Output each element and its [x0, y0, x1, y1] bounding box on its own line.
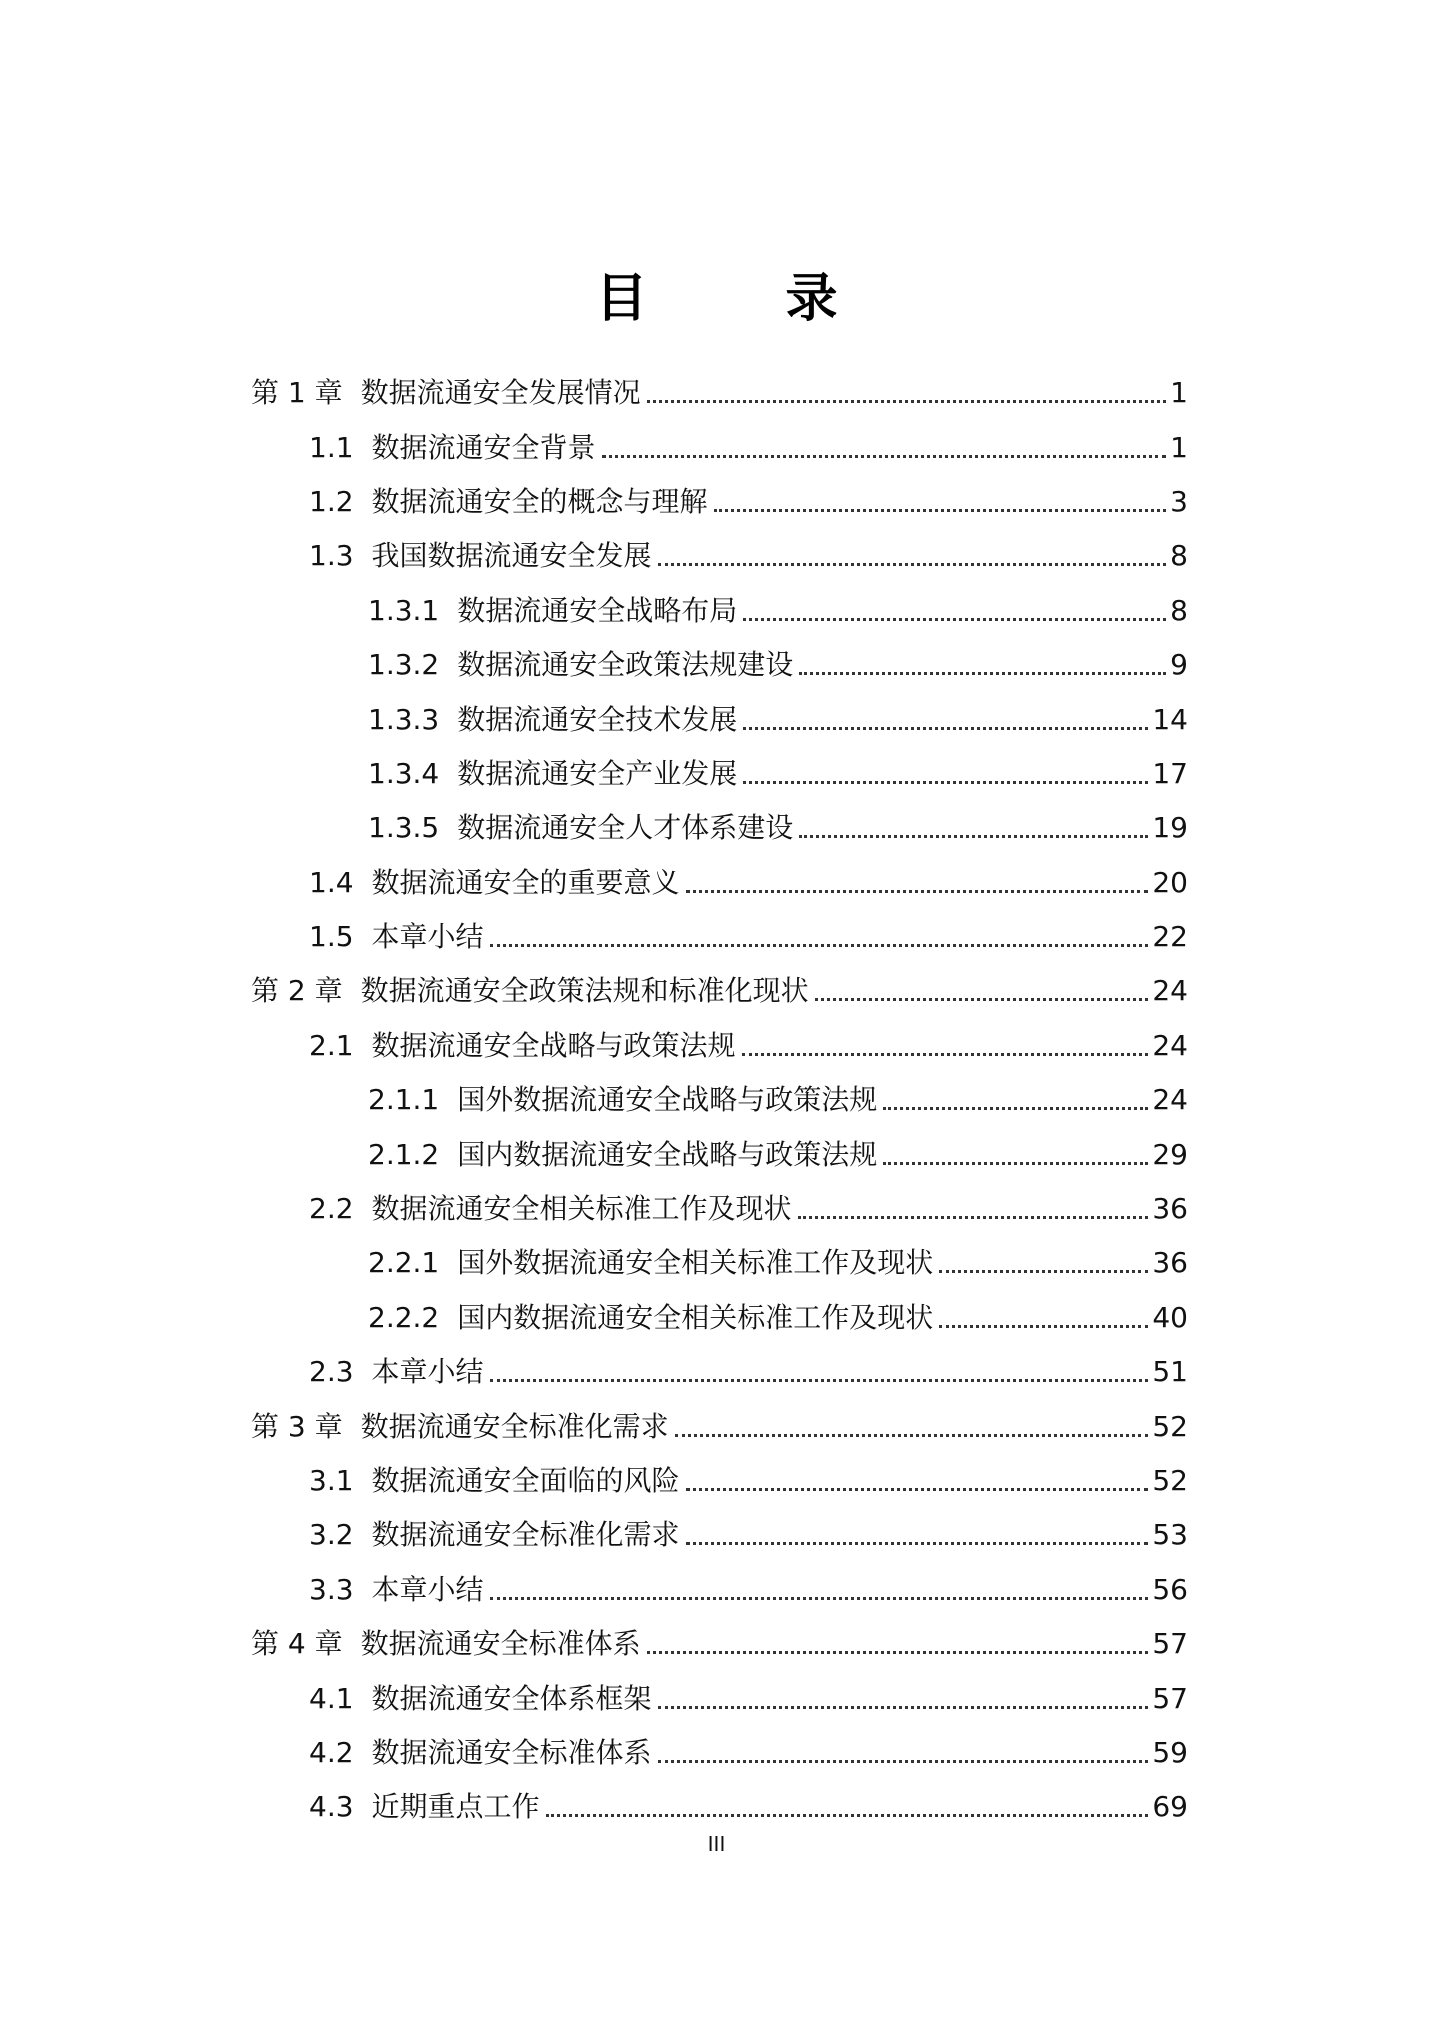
page-number: III — [707, 1832, 726, 1856]
toc-entry-title: 我国数据流通安全发展 — [371, 539, 652, 573]
table-of-contents — [0, 366, 1433, 1835]
dot-leader — [883, 1086, 1148, 1114]
toc-entry-level-2[interactable] — [0, 1019, 1188, 1073]
dot-leader — [743, 706, 1148, 734]
toc-entry-level-3[interactable] — [0, 747, 1188, 801]
toc-entry-title: 数据流通安全政策法规和标准化现状 — [360, 974, 809, 1008]
dot-leader — [602, 434, 1167, 462]
toc-entry-number: 2.1.2 — [368, 1137, 440, 1171]
toc-entry-page: 52 — [1152, 1464, 1188, 1497]
toc-entry-page: 56 — [1152, 1572, 1188, 1606]
toc-entry-title: 数据流通安全相关标准工作及现状 — [371, 1192, 792, 1226]
toc-entry-title: 数据流通安全背景 — [371, 430, 596, 464]
dot-leader — [799, 814, 1148, 842]
dot-leader — [742, 1032, 1149, 1060]
dot-leader — [647, 379, 1167, 407]
dot-leader — [546, 1793, 1149, 1821]
toc-entry-title: 数据流通安全标准体系 — [360, 1627, 641, 1661]
dot-leader — [799, 651, 1166, 679]
toc-entry-level-2[interactable] — [0, 529, 1188, 583]
toc-entry-title: 数据流通安全人才体系建设 — [457, 811, 794, 845]
toc-entry-page: 24 — [1152, 1028, 1188, 1062]
toc-entry-level-2[interactable] — [0, 1345, 1188, 1399]
toc-entry-level-2[interactable] — [0, 1454, 1188, 1508]
toc-entry-number: 第 3 章 — [251, 1409, 343, 1443]
toc-entry-title: 数据流通安全标准体系 — [371, 1735, 652, 1769]
dot-leader — [647, 1630, 1149, 1658]
toc-entry-title: 数据流通安全标准化需求 — [360, 1409, 669, 1443]
toc-entry-page: 22 — [1152, 920, 1188, 954]
toc-entry-number: 2.1 — [309, 1028, 354, 1062]
toc-entry-level-2[interactable] — [0, 910, 1188, 964]
dot-leader — [658, 542, 1167, 570]
toc-entry-page: 59 — [1152, 1735, 1188, 1769]
toc-entry-number: 第 4 章 — [251, 1627, 343, 1661]
toc-entry-number: 4.2 — [309, 1735, 354, 1769]
toc-entry-level-1[interactable] — [0, 964, 1188, 1018]
toc-entry-number: 3.3 — [309, 1572, 354, 1606]
toc-entry-number: 1.3.1 — [368, 593, 440, 627]
dot-leader — [939, 1304, 1148, 1332]
toc-entry-title: 数据流通安全政策法规建设 — [457, 648, 794, 682]
toc-entry-page: 1 — [1170, 430, 1188, 464]
toc-entry-number: 第 1 章 — [251, 376, 343, 410]
toc-entry-level-2[interactable] — [0, 1182, 1188, 1236]
toc-entry-level-2[interactable] — [0, 475, 1188, 529]
toc-entry-number: 2.2 — [309, 1192, 354, 1226]
toc-entry-title: 国内数据流通安全战略与政策法规 — [457, 1137, 878, 1171]
toc-entry-level-3[interactable] — [0, 1291, 1188, 1345]
toc-entry-level-2[interactable] — [0, 856, 1188, 910]
toc-entry-level-2[interactable] — [0, 1671, 1188, 1725]
toc-entry-number: 1.2 — [309, 484, 354, 518]
toc-entry-level-3[interactable] — [0, 1073, 1188, 1127]
toc-entry-number: 2.2.2 — [368, 1300, 440, 1334]
dot-leader — [686, 869, 1149, 897]
toc-entry-page: 24 — [1152, 974, 1188, 1008]
toc-entry-number: 第 2 章 — [251, 974, 343, 1008]
toc-entry-page: 36 — [1152, 1246, 1188, 1280]
toc-entry-page: 40 — [1152, 1300, 1188, 1334]
toc-entry-page: 8 — [1170, 593, 1188, 627]
dot-leader — [686, 1521, 1149, 1549]
toc-entry-level-2[interactable] — [0, 1726, 1188, 1780]
toc-entry-title: 数据流通安全面临的风险 — [371, 1464, 680, 1497]
toc-entry-title: 数据流通安全产业发展 — [457, 756, 738, 790]
toc-entry-number: 1.3.4 — [368, 756, 440, 790]
toc-entry-page: 20 — [1152, 865, 1188, 899]
toc-entry-title: 数据流通安全的概念与理解 — [371, 484, 708, 518]
toc-entry-level-3[interactable] — [0, 692, 1188, 746]
toc-entry-number: 1.3.3 — [368, 702, 440, 736]
toc-entry-number: 3.2 — [309, 1518, 354, 1552]
toc-entry-number: 2.1.1 — [368, 1083, 440, 1117]
toc-entry-number: 1.4 — [309, 865, 354, 899]
dot-leader — [658, 1685, 1149, 1713]
toc-entry-title: 本章小结 — [371, 1572, 484, 1606]
toc-entry-number: 4.3 — [309, 1790, 354, 1824]
dot-leader — [798, 1195, 1149, 1223]
toc-entry-page: 14 — [1152, 702, 1188, 736]
toc-entry-title: 数据流通安全的重要意义 — [371, 865, 680, 899]
dot-leader — [883, 1141, 1148, 1169]
toc-entry-title: 数据流通安全标准化需求 — [371, 1518, 680, 1552]
toc-entry-page: 3 — [1170, 484, 1188, 518]
toc-entry-level-3[interactable] — [0, 801, 1188, 855]
dot-leader — [743, 597, 1166, 625]
toc-entry-number: 1.3 — [309, 539, 354, 573]
dot-leader — [675, 1413, 1149, 1441]
toc-entry-level-2[interactable] — [0, 420, 1188, 474]
toc-entry-level-3[interactable] — [0, 1127, 1188, 1181]
toc-entry-title: 近期重点工作 — [371, 1790, 540, 1824]
toc-entry-page: 17 — [1152, 756, 1188, 790]
dot-leader — [658, 1739, 1149, 1767]
toc-entry-level-3[interactable] — [0, 584, 1188, 638]
toc-entry-level-2[interactable] — [0, 1508, 1188, 1562]
toc-entry-page: 51 — [1152, 1355, 1188, 1389]
toc-entry-page: 8 — [1170, 539, 1188, 573]
toc-entry-level-3[interactable] — [0, 1236, 1188, 1290]
toc-entry-page: 1 — [1170, 376, 1188, 410]
toc-entry-level-2[interactable] — [0, 1563, 1188, 1617]
toc-entry-page: 24 — [1152, 1083, 1188, 1117]
dot-leader — [939, 1249, 1148, 1277]
toc-entry-page: 53 — [1152, 1518, 1188, 1552]
toc-entry-number: 3.1 — [309, 1464, 354, 1497]
toc-entry-title: 数据流通安全技术发展 — [457, 702, 738, 736]
toc-entry-number: 1.5 — [309, 920, 354, 954]
toc-entry-title: 数据流通安全体系框架 — [371, 1681, 652, 1715]
toc-entry-title: 本章小结 — [371, 1355, 484, 1389]
dot-leader — [686, 1467, 1149, 1495]
toc-entry-title: 本章小结 — [371, 920, 484, 954]
toc-entry-title: 数据流通安全战略与政策法规 — [371, 1028, 736, 1062]
toc-entry-level-1[interactable] — [0, 1617, 1188, 1671]
toc-entry-number: 2.2.1 — [368, 1246, 440, 1280]
dot-leader — [714, 488, 1167, 516]
toc-entry-number: 1.3.5 — [368, 811, 440, 845]
dot-leader — [743, 760, 1148, 788]
dot-leader — [490, 923, 1149, 951]
toc-entry-title: 数据流通安全发展情况 — [360, 376, 641, 410]
toc-entry-title: 国外数据流通安全相关标准工作及现状 — [457, 1246, 934, 1280]
dot-leader — [490, 1358, 1149, 1386]
toc-entry-level-2[interactable] — [0, 1780, 1188, 1834]
page-title: 目 录 — [595, 268, 898, 329]
toc-entry-title: 数据流通安全战略布局 — [457, 593, 738, 627]
toc-entry-page: 57 — [1152, 1681, 1188, 1715]
toc-entry-page: 29 — [1152, 1137, 1188, 1171]
toc-entry-level-1[interactable] — [0, 366, 1188, 420]
toc-entry-number: 1.3.2 — [368, 648, 440, 682]
toc-entry-number: 2.3 — [309, 1355, 354, 1389]
toc-entry-page: 57 — [1152, 1627, 1188, 1661]
toc-entry-page: 69 — [1152, 1790, 1188, 1824]
toc-entry-page: 19 — [1152, 811, 1188, 845]
toc-entry-page: 9 — [1170, 648, 1188, 682]
dot-leader — [815, 977, 1149, 1005]
toc-entry-page: 36 — [1152, 1192, 1188, 1226]
toc-entry-level-1[interactable] — [0, 1399, 1188, 1453]
toc-entry-number: 1.1 — [309, 430, 354, 464]
dot-leader — [490, 1576, 1149, 1604]
toc-entry-page: 52 — [1152, 1409, 1188, 1443]
toc-entry-level-3[interactable] — [0, 638, 1188, 692]
toc-entry-title: 国内数据流通安全相关标准工作及现状 — [457, 1300, 934, 1334]
toc-entry-number: 4.1 — [309, 1681, 354, 1715]
toc-entry-title: 国外数据流通安全战略与政策法规 — [457, 1083, 878, 1117]
